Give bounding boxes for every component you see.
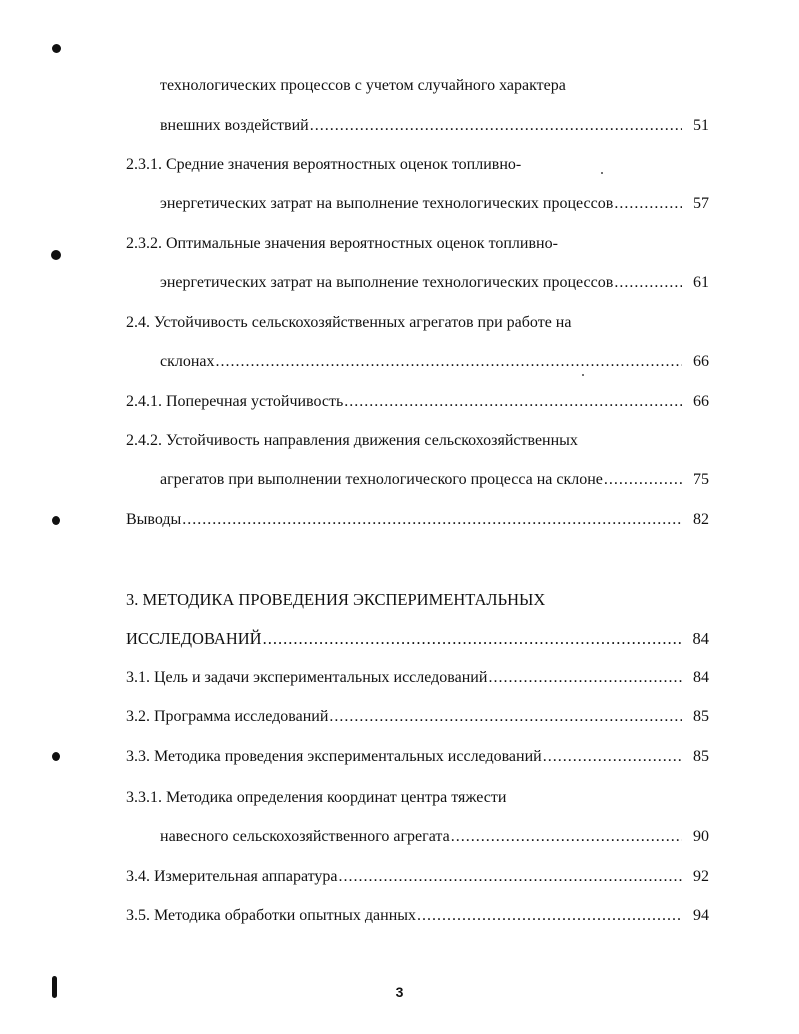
- page-number: 3: [395, 984, 404, 1000]
- toc-page-number: 51: [693, 117, 709, 134]
- dot-leader: [451, 827, 682, 847]
- toc-entry-row: [160, 470, 709, 490]
- toc-page-number: 84: [693, 669, 709, 686]
- toc-page-number: 94: [693, 907, 709, 924]
- toc-page-number: 75: [693, 471, 709, 488]
- toc-entry-text: Выводы: [126, 511, 182, 528]
- dot-leader: [614, 273, 682, 293]
- toc-chapter-heading: ИССЛЕДОВАНИЙ: [126, 629, 262, 648]
- toc-page-number: 84: [692, 629, 709, 648]
- dot-leader: [344, 392, 682, 412]
- toc-entry-text: 2.3.1. Средние значения вероятностных оценок топливно-: [126, 156, 522, 173]
- punch-hole-mark: [52, 44, 61, 53]
- toc-entry-row: [160, 194, 709, 214]
- toc-entry-text: технологических процессов с учетом случайного характера: [160, 77, 566, 94]
- toc-entry-text: 3.1. Цель и задачи экспериментальных исследований: [126, 669, 488, 686]
- toc-entry-text: энергетических затрат на выполнение технологических процессов: [160, 274, 614, 291]
- toc-entry-text: внешних воздействий: [160, 117, 309, 134]
- toc-page-number: 92: [693, 868, 709, 885]
- dot-leader: [216, 352, 682, 372]
- dot-leader: [339, 867, 682, 887]
- punch-hole-mark: [52, 752, 60, 761]
- toc-page-number: 85: [693, 708, 709, 725]
- toc-entry-text: 3.3. Методика проведения экспериментальных исследований: [126, 748, 542, 765]
- toc-page-number: 90: [693, 828, 709, 845]
- toc-entry-row: [126, 906, 709, 926]
- toc-entry-row: [126, 629, 709, 649]
- toc-entry-row: [160, 827, 709, 847]
- toc-page-number: 82: [693, 511, 709, 528]
- toc-entry-row: [160, 352, 709, 372]
- toc-entry-row: [126, 747, 709, 767]
- toc-entry-text: 2.4.2. Устойчивость направления движения сельскохозяйственных: [126, 432, 578, 449]
- punch-hole-mark: [52, 516, 60, 525]
- dot-leader: [604, 470, 682, 490]
- toc-entry-text: навесного сельскохозяйственного агрегата: [160, 828, 450, 845]
- toc-page-number: 57: [693, 195, 709, 212]
- toc-entry-text: 3.2. Программа исследований: [126, 708, 329, 725]
- toc-entry-row: [126, 510, 709, 530]
- dot-leader: [543, 747, 682, 767]
- toc-entry-row: [160, 116, 709, 136]
- toc-entry-text: 2.3.2. Оптимальные значения вероятностных оценок топливно-: [126, 235, 558, 252]
- dot-leader: [614, 194, 682, 214]
- toc-chapter-heading: 3. МЕТОДИКА ПРОВЕДЕНИЯ ЭКСПЕРИМЕНТАЛЬНЫХ: [126, 590, 546, 609]
- dot-leader: [417, 906, 682, 926]
- toc-entry-text: 2.4.1. Поперечная устойчивость: [126, 393, 344, 410]
- toc-page-number: 61: [693, 274, 709, 291]
- scan-speck: [601, 172, 603, 174]
- toc-entry-row: [126, 707, 709, 727]
- toc-entry-text: энергетических затрат на выполнение технологических процессов: [160, 195, 614, 212]
- toc-entry-text: 2.4. Устойчивость сельскохозяйственных агрегатов при работе на: [126, 314, 572, 331]
- toc-entry-text: 3.5. Методика обработки опытных данных: [126, 907, 417, 924]
- toc-entry-text: склонах: [160, 353, 215, 370]
- dot-leader: [310, 116, 682, 136]
- scan-speck: [582, 374, 584, 376]
- toc-entry-row: [160, 273, 709, 293]
- toc-page-number: 85: [693, 748, 709, 765]
- toc-entry-text: 3.4. Измерительная аппаратура: [126, 868, 338, 885]
- toc-page-number: 66: [693, 393, 709, 410]
- toc-entry-text: 3.3.1. Методика определения координат центра тяжести: [126, 789, 507, 806]
- toc-page-number: 66: [693, 353, 709, 370]
- dot-leader: [488, 668, 682, 688]
- dot-leader: [329, 707, 682, 727]
- dot-leader: [182, 510, 682, 530]
- toc-entry-row: [126, 392, 709, 412]
- toc-entry-text: агрегатов при выполнении технологического процесса на склоне: [160, 471, 603, 488]
- toc-entry-row: [126, 668, 709, 688]
- toc-entry-row: [126, 867, 709, 887]
- dot-leader: [263, 629, 682, 649]
- punch-hole-mark: [51, 250, 61, 260]
